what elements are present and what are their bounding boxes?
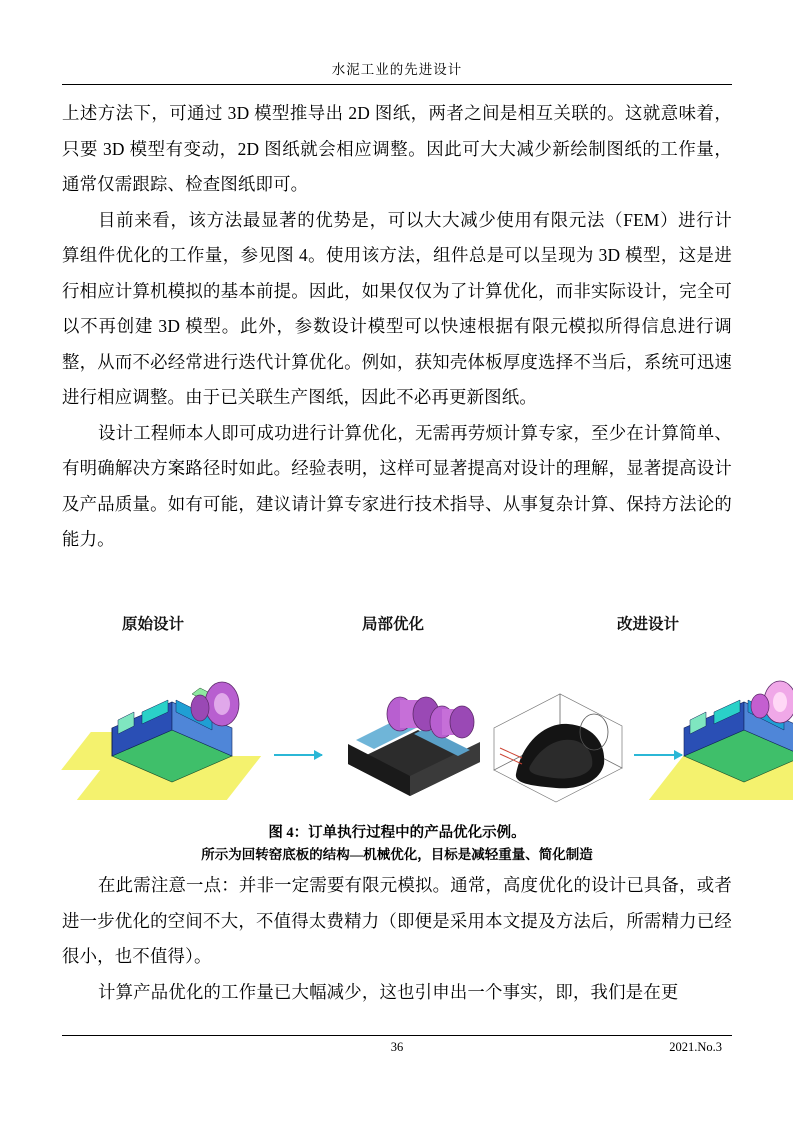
figure-stage-original (72, 668, 262, 818)
page-number: 36 (390, 1040, 404, 1054)
body-text-bottom (62, 868, 732, 1010)
fem-model-original (72, 668, 262, 818)
paragraph: 上述方法下，可通过 3D 模型推导出 2D 图纸，两者之间是相互关联的。这就意味着，只要 3D 模型有变动，2D 图纸就会相应调整。因此可大大减少新绘制图纸的工作量，通常仅需跟踪、检查图纸即可。 (62, 103, 732, 194)
issue-label: 2021.No.3 (669, 1040, 722, 1054)
page-content (62, 0, 732, 1122)
paragraph: 计算产品优化的工作量已大幅减少，这也引申出一个事实，即，我们是在更 (98, 981, 679, 1002)
figure-4 (62, 612, 732, 828)
cad-model-block (330, 678, 490, 818)
body-text-top (62, 96, 732, 558)
figure-caption-line1: 图 4：订单执行过程中的产品优化示例。 (268, 825, 526, 841)
figure-label-improved: 改进设计 (617, 616, 680, 633)
figure-caption (62, 822, 732, 866)
paragraph: 在此需注意一点：并非一定需要有限元模拟。通常，高度优化的设计已具备，或者进一步优化的空间不大，不值得太费精力（即便是采用本文提及方法后，所需精力已经很小，也不值得）。 (62, 875, 732, 966)
figure-stage-local-optimization (330, 678, 490, 818)
figure-stage-labels (62, 612, 732, 638)
figure-label-local-optimization: 局部优化 (362, 616, 425, 633)
figure-label-original: 原始设计 (122, 616, 185, 633)
paragraph: 目前来看，该方法最显著的优势是，可以大大减少使用有限元法（FEM）进行计算组件优化的工作量，参见图 4。使用该方法，组件总是可以呈现为 3D 模型，这是进行相应计算机模拟的基本前提。因此，如果仅仅为了计算优化，而非实际设计，完全可以不再创建 3D 模型。此外，参数设计模型可以快速根据有限元模拟所得信息进行调整，从而不必经常进行迭代计算优化。例如，获知壳体板厚度选择不当后，系统可迅速进行相应调整。由于已关联生产图纸，因此不必再更新图纸。 (62, 209, 732, 407)
paragraph: 设计工程师本人即可成功进行计算优化，无需再劳烦计算专家，至少在计算简单、有明确解决方案路径时如此。经验表明，这样可显著提高对设计的理解，显著提高设计及产品质量。如有可能，建议请计算专家进行技术指导、从事复杂计算、保持方法论的能力。 (62, 422, 732, 549)
header-divider (62, 84, 732, 85)
footer-divider (62, 1035, 732, 1036)
fem-model-improved (548, 668, 793, 818)
figure-stage-improved (548, 668, 738, 818)
running-header: 水泥工业的先进设计 (331, 62, 463, 77)
figure-caption-line2: 所示为回转窑底板的结构—机械优化，目标是减轻重量、简化制造 (201, 847, 593, 862)
figure-image (62, 638, 732, 828)
arrow-1 (274, 754, 322, 756)
